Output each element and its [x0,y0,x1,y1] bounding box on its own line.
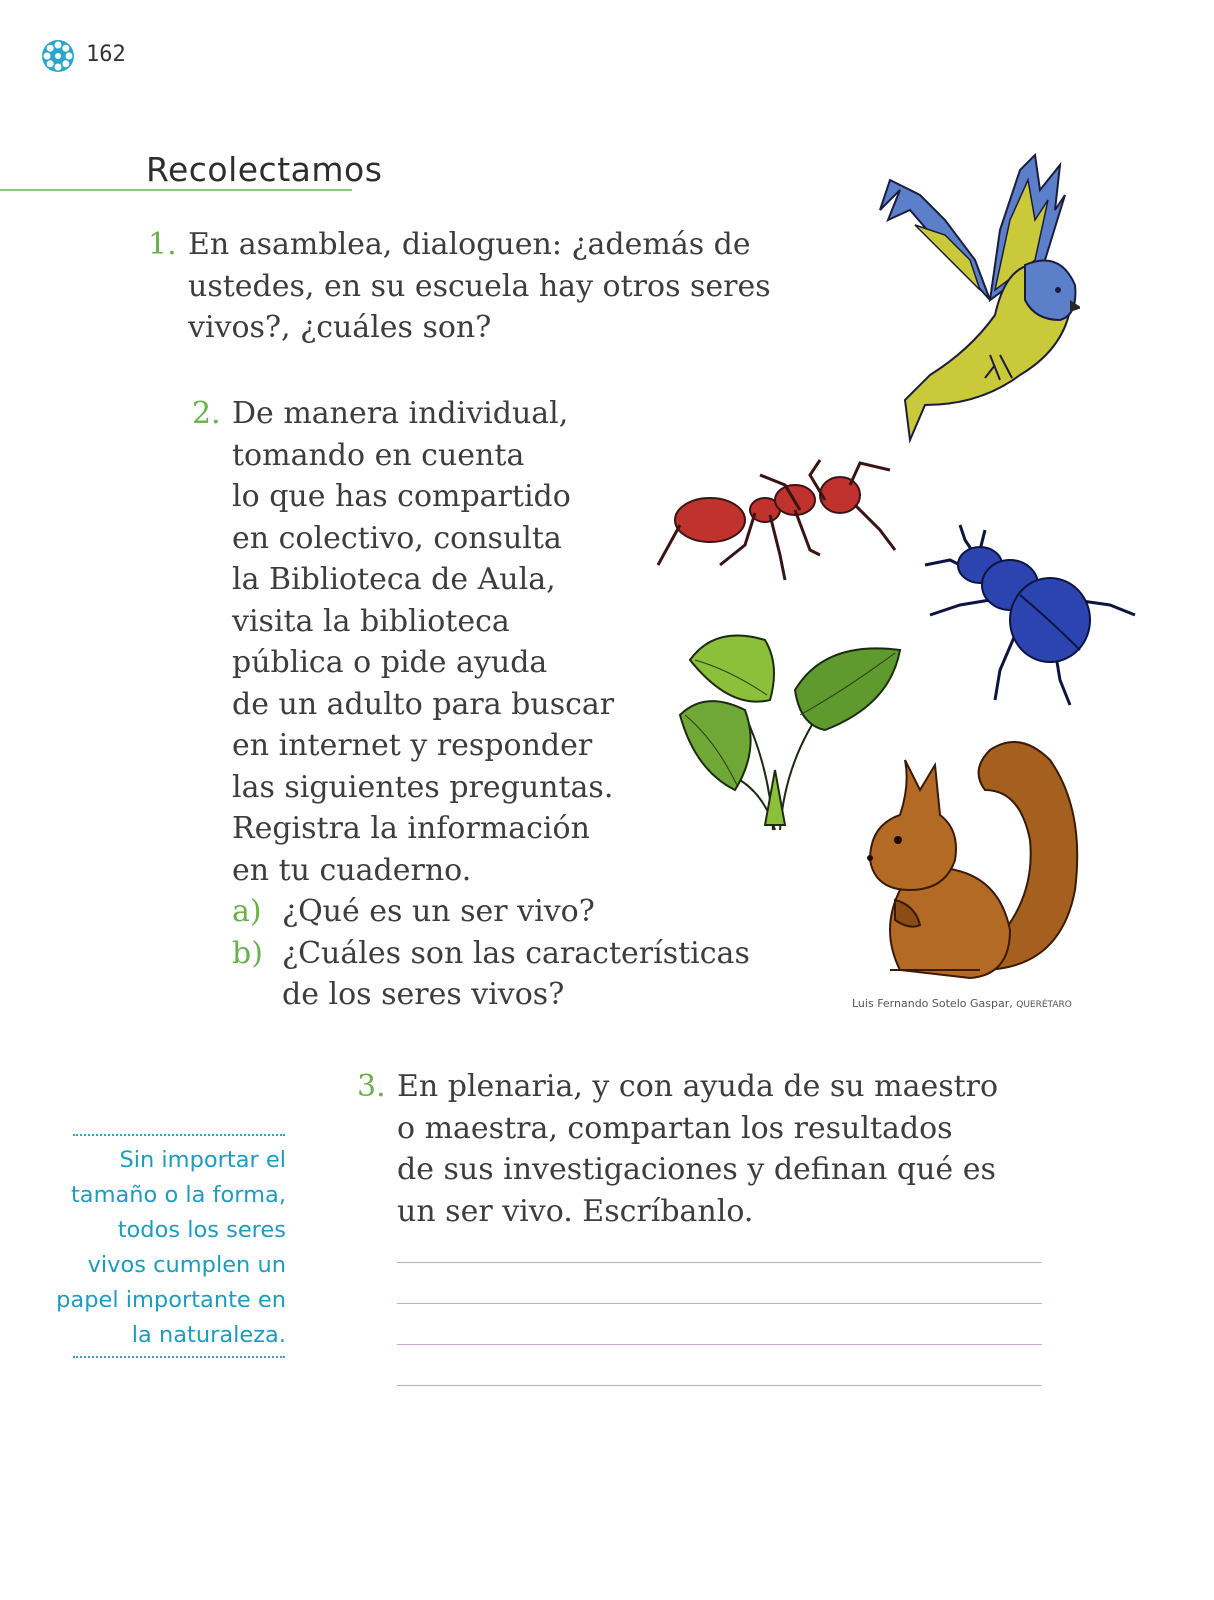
activity-2-line: De manera individual, [232,396,569,431]
side-note [40,1143,286,1353]
activity-3-line: o maestra, compartan los resultados [397,1110,953,1146]
activity-1-line: ustedes, en su escuela hay otros seres [188,268,771,304]
activity-2-line: las siguientes preguntas. [232,769,614,805]
writing-line[interactable] [397,1262,1042,1263]
activity-2-line: tomando en cuenta [232,437,525,473]
question-b-text: ¿Cuáles son las características [282,935,750,971]
activity-3 [357,1066,1057,1232]
activity-1-number: 1. [148,227,177,262]
writing-line[interactable] [397,1344,1042,1345]
side-note-line: papel importante en [56,1287,286,1313]
question-a-letter: a) [232,894,262,929]
question-a [232,891,752,933]
question-b-letter: b) [232,935,263,971]
question-a-text: ¿Qué es un ser vivo? [282,894,595,929]
activity-2-line: en colectivo, consulta [232,520,562,556]
activity-2-line: Registra la información [232,811,590,846]
question-b [232,933,752,1016]
credit-place: QUERÉTARO [1016,1000,1072,1010]
flower-emblem-icon [40,38,76,74]
side-note-line: vivos cumplen un [87,1252,286,1278]
side-note-top-rule [73,1134,285,1136]
side-note-line: la naturaleza. [131,1322,286,1348]
activity-2-line: en tu cuaderno. [232,852,472,888]
squirrel-illustration [860,730,1085,985]
activity-1-line: vivos?, ¿cuáles son? [188,310,492,345]
question-b-text: de los seres vivos? [282,977,565,1012]
side-note-line: Sin importar el [119,1147,286,1173]
page-number: 162 [86,42,126,67]
beetle-illustration [920,520,1140,710]
side-note-line: todos los seres [117,1217,286,1243]
writing-line[interactable] [397,1303,1042,1304]
activity-2-line: visita la biblioteca [232,603,510,639]
activity-3-line: En plenaria, y con ayuda de su maestro [397,1069,999,1104]
activity-3-line: de sus investigaciones y definan qué es [397,1152,996,1187]
side-note-line: tamaño o la forma, [70,1182,286,1208]
section-title: Recolectamos [146,150,383,189]
writing-line[interactable] [397,1385,1042,1386]
page-header [40,38,160,74]
activity-1 [148,224,771,349]
activity-3-line: un ser vivo. Escríbanlo. [397,1193,754,1229]
activity-2-number: 2. [192,396,221,431]
activity-2-line: lo que has compartido [232,479,571,514]
activity-1-line: En asamblea, dialoguen: ¿además de [188,227,751,262]
activity-2-line: pública o pide ayuda [232,645,548,680]
activity-2-line: de un adulto para buscar [232,686,615,722]
ant-illustration [650,455,900,585]
illustration-credit [852,997,1072,1010]
section-title-underline [0,189,352,191]
activity-3-number: 3. [357,1069,386,1104]
activity-2-line: la Biblioteca de Aula, [232,562,556,597]
credit-name: Luis Fernando Sotelo Gaspar, [852,997,1013,1010]
bird-illustration [870,150,1080,450]
activity-2-line: en internet y responder [232,728,593,763]
side-note-bottom-rule [73,1356,285,1358]
